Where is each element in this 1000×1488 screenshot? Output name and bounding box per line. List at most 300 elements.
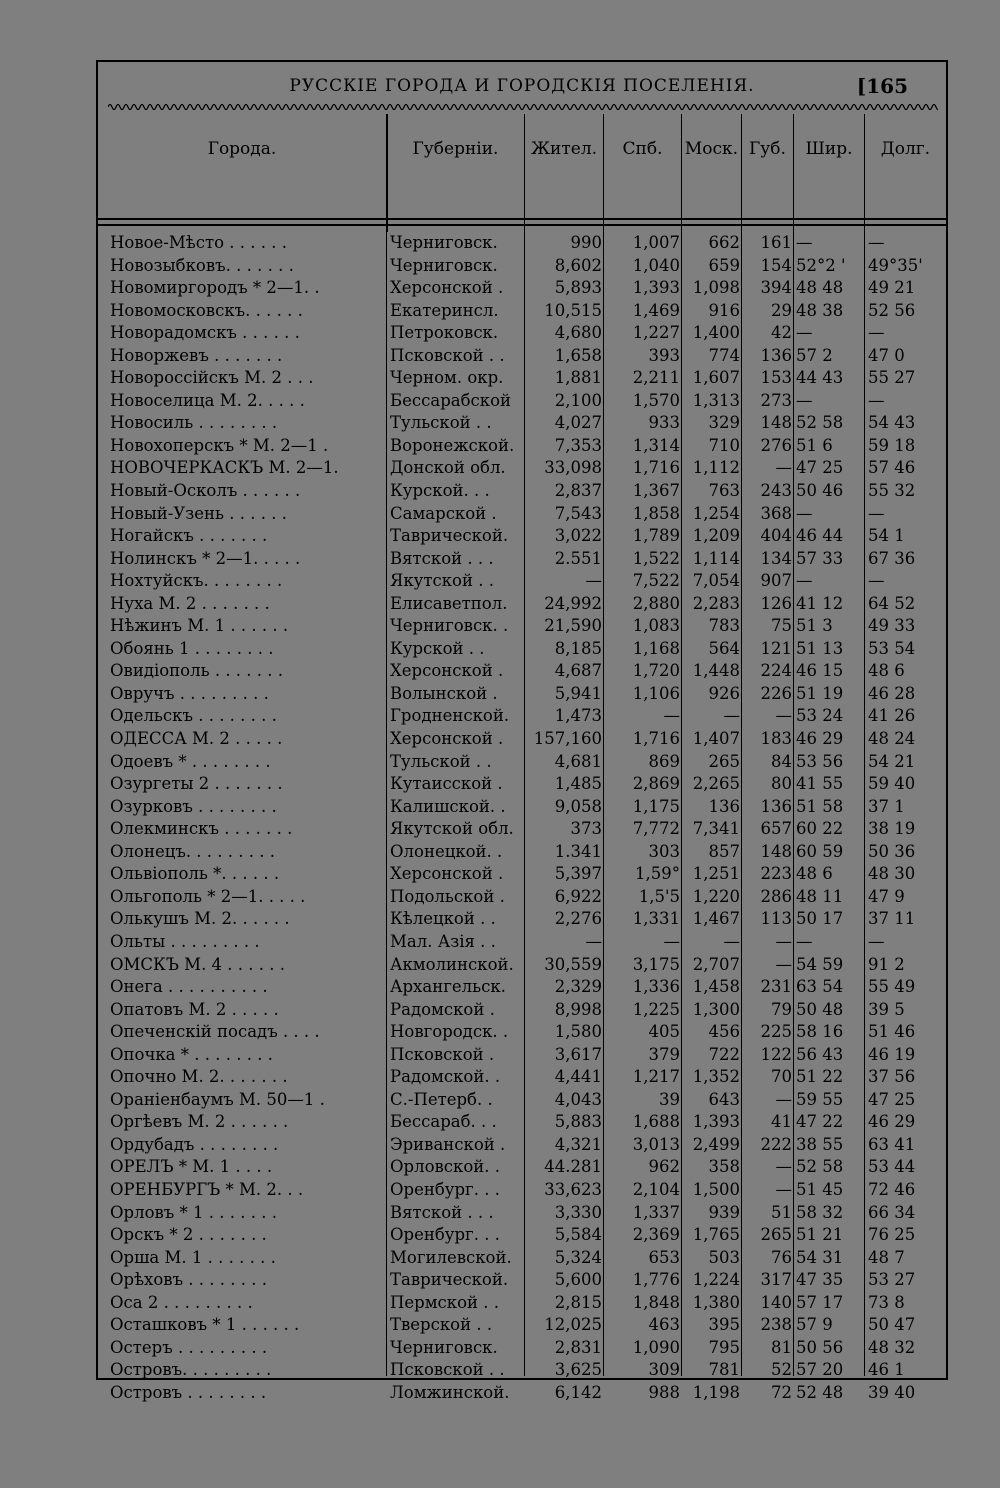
distance-spb-cell: 1,570 — [632, 390, 680, 410]
longitude-cell: 46 19 — [868, 1044, 916, 1064]
distance-moscow-cell: 643 — [708, 1089, 740, 1109]
latitude-cell: 52°2 ' — [796, 255, 846, 275]
city-name-cell: Островъ. . . . . . . . . — [110, 1360, 272, 1380]
distance-moscow-cell: 774 — [708, 345, 740, 365]
distance-moscow-cell: 395 — [708, 1315, 740, 1335]
latitude-cell: 51 21 — [796, 1225, 844, 1245]
latitude-cell: 47 35 — [796, 1270, 844, 1290]
population-cell: 5,893 — [554, 278, 602, 298]
city-name-cell: Нѣжинъ М. 1 . . . . . . — [110, 616, 289, 636]
column-header-longitude: Долг. — [880, 139, 931, 159]
city-name-cell: Орѣховъ . . . . . . . . — [110, 1270, 267, 1290]
table-row — [98, 232, 946, 255]
latitude-cell: 60 59 — [796, 841, 844, 861]
distance-spb-cell: 1,175 — [632, 796, 680, 816]
latitude-cell: 50 46 — [796, 481, 844, 501]
distance-spb-cell: 309 — [648, 1360, 680, 1380]
latitude-cell: 51 22 — [796, 1067, 844, 1087]
population-cell: 24,992 — [544, 593, 602, 613]
table-body — [98, 232, 946, 1404]
guberniya-cell: Тульской . . — [390, 751, 492, 771]
distance-gub-cell: — — [775, 706, 792, 726]
distance-gub-cell: 72 — [771, 1382, 792, 1402]
table-row — [98, 660, 946, 683]
table-row — [98, 1269, 946, 1292]
distance-spb-cell: 1,225 — [632, 999, 680, 1019]
distance-moscow-cell: 265 — [708, 751, 740, 771]
population-cell: 1,658 — [554, 345, 602, 365]
distance-gub-cell: 907 — [760, 571, 792, 591]
city-name-cell: Новый-Узень . . . . . . — [110, 503, 287, 523]
city-name-cell: Овидіополь . . . . . . . — [110, 661, 284, 681]
city-name-cell: Ольты . . . . . . . . . — [110, 931, 260, 951]
table-row — [98, 1044, 946, 1067]
longitude-cell: — — [868, 323, 885, 343]
population-cell: 4,321 — [554, 1134, 602, 1154]
table-row — [98, 818, 946, 841]
latitude-cell: — — [796, 931, 813, 951]
city-name-cell: Одельскъ . . . . . . . . — [110, 706, 277, 726]
longitude-cell: 47 25 — [868, 1089, 916, 1109]
table-row — [98, 841, 946, 864]
distance-moscow-cell: 2,283 — [692, 593, 740, 613]
table-row — [98, 931, 946, 954]
population-cell: — — [585, 931, 602, 951]
city-name-cell: Олькушъ М. 2. . . . . . — [110, 909, 290, 929]
city-name-cell: Новый-Осколъ . . . . . . — [110, 481, 301, 501]
population-cell: 6,142 — [554, 1382, 602, 1402]
longitude-cell: 59 18 — [868, 435, 916, 455]
table-row — [98, 751, 946, 774]
distance-moscow-cell: 783 — [708, 616, 740, 636]
city-name-cell: Овручъ . . . . . . . . . — [110, 683, 269, 703]
distance-gub-cell: 222 — [760, 1134, 792, 1154]
distance-gub-cell: 153 — [760, 368, 792, 388]
distance-moscow-cell: 1,400 — [692, 323, 740, 343]
table-row — [98, 796, 946, 819]
distance-gub-cell: 148 — [760, 841, 792, 861]
city-name-cell: Новозыбковъ. . . . . . . — [110, 255, 294, 275]
longitude-cell: 54 1 — [868, 526, 905, 546]
distance-gub-cell: 657 — [760, 819, 792, 839]
distance-gub-cell: 223 — [760, 864, 792, 884]
table-row — [98, 728, 946, 751]
guberniya-cell: Черном. окр. — [390, 368, 504, 388]
longitude-cell: 37 11 — [868, 909, 916, 929]
table-row — [98, 503, 946, 526]
distance-spb-cell: 405 — [648, 1022, 680, 1042]
latitude-cell: 52 58 — [796, 413, 844, 433]
longitude-cell: 48 7 — [868, 1247, 905, 1267]
population-cell: 5,600 — [554, 1270, 602, 1290]
city-name-cell: Новороссійскъ М. 2 . . . — [110, 368, 314, 388]
column-header-moscow: Моск. — [684, 139, 739, 159]
distance-moscow-cell: 1,380 — [692, 1292, 740, 1312]
longitude-cell: 46 28 — [868, 683, 916, 703]
distance-spb-cell: 1,59° — [635, 864, 680, 884]
population-cell: 21,590 — [544, 616, 602, 636]
population-cell: 33,623 — [544, 1179, 602, 1199]
latitude-cell: 48 48 — [796, 278, 844, 298]
longitude-cell: 51 46 — [868, 1022, 916, 1042]
population-cell: 2,100 — [554, 390, 602, 410]
distance-gub-cell: 80 — [771, 774, 792, 794]
population-cell: 8,998 — [554, 999, 602, 1019]
latitude-cell: — — [796, 390, 813, 410]
table-row — [98, 1314, 946, 1337]
latitude-cell: 50 17 — [796, 909, 844, 929]
distance-spb-cell: 1,789 — [632, 526, 680, 546]
city-name-cell: Оса 2 . . . . . . . . . — [110, 1292, 253, 1312]
table-row — [98, 1247, 946, 1270]
distance-gub-cell: 136 — [760, 345, 792, 365]
population-cell: 30,559 — [544, 954, 602, 974]
latitude-cell: 58 32 — [796, 1202, 844, 1222]
latitude-cell: 48 11 — [796, 886, 844, 906]
distance-moscow-cell: 1,251 — [692, 864, 740, 884]
guberniya-cell: Псковской . . — [390, 1360, 505, 1380]
distance-moscow-cell: 795 — [708, 1337, 740, 1357]
guberniya-cell: Петроковск. — [390, 323, 499, 343]
city-name-cell: Ольгополь * 2—1. . . . . — [110, 886, 306, 906]
guberniya-cell: Елисаветпол. — [390, 593, 508, 613]
guberniya-cell: Тульской . . — [390, 413, 492, 433]
distance-moscow-cell: 722 — [708, 1044, 740, 1064]
guberniya-cell: Орловской. . — [390, 1157, 501, 1177]
distance-gub-cell: 243 — [760, 481, 792, 501]
distance-moscow-cell: 857 — [708, 841, 740, 861]
city-name-cell: Орскъ * 2 . . . . . . . — [110, 1225, 267, 1245]
distance-moscow-cell: 1,220 — [692, 886, 740, 906]
table-row — [98, 1089, 946, 1112]
distance-spb-cell: 1,083 — [632, 616, 680, 636]
distance-spb-cell: 7,772 — [632, 819, 680, 839]
distance-moscow-cell: 659 — [708, 255, 740, 275]
distance-moscow-cell: 503 — [708, 1247, 740, 1267]
column-header-spb: Спб. — [622, 139, 663, 159]
population-cell: 7,353 — [554, 435, 602, 455]
distance-gub-cell: 70 — [771, 1067, 792, 1087]
population-cell: 2,329 — [554, 977, 602, 997]
latitude-cell: 57 2 — [796, 345, 833, 365]
header-rule — [98, 218, 946, 220]
distance-gub-cell: 224 — [760, 661, 792, 681]
distance-spb-cell: 1,040 — [632, 255, 680, 275]
distance-spb-cell: 1,331 — [632, 909, 680, 929]
latitude-cell: 52 58 — [796, 1157, 844, 1177]
latitude-cell: 54 59 — [796, 954, 844, 974]
guberniya-cell: Херсонской . — [390, 278, 504, 298]
distance-moscow-cell: 2,499 — [692, 1134, 740, 1154]
distance-gub-cell: 41 — [771, 1112, 792, 1132]
city-name-cell: Онега . . . . . . . . . . — [110, 977, 268, 997]
distance-moscow-cell: 1,209 — [692, 526, 740, 546]
latitude-cell: 54 31 — [796, 1247, 844, 1267]
distance-spb-cell: 1,106 — [632, 683, 680, 703]
distance-spb-cell: 1,720 — [632, 661, 680, 681]
population-cell: 4,043 — [554, 1089, 602, 1109]
table-row — [98, 705, 946, 728]
distance-spb-cell: 1,469 — [632, 300, 680, 320]
longitude-cell: 46 1 — [868, 1360, 905, 1380]
table-row — [98, 999, 946, 1022]
distance-gub-cell: 51 — [771, 1202, 792, 1222]
population-cell: 8,185 — [554, 638, 602, 658]
population-cell: 9,058 — [554, 796, 602, 816]
latitude-cell: 51 6 — [796, 435, 833, 455]
longitude-cell: 48 24 — [868, 729, 916, 749]
distance-spb-cell: 2,880 — [632, 593, 680, 613]
table-row — [98, 976, 946, 999]
distance-gub-cell: 75 — [771, 616, 792, 636]
latitude-cell: 57 33 — [796, 548, 844, 568]
latitude-cell: 63 54 — [796, 977, 844, 997]
population-cell: 33,098 — [544, 458, 602, 478]
latitude-cell: 58 16 — [796, 1022, 844, 1042]
city-name-cell: Опочка * . . . . . . . . — [110, 1044, 273, 1064]
column-header-gub-distance: Губ. — [749, 139, 786, 159]
longitude-cell: 54 43 — [868, 413, 916, 433]
guberniya-cell: Радомской. . — [390, 1067, 501, 1087]
population-cell: 5,324 — [554, 1247, 602, 1267]
city-name-cell: Ордубадъ . . . . . . . . — [110, 1134, 279, 1154]
guberniya-cell: Бессараб. . . — [390, 1112, 497, 1132]
table-row — [98, 773, 946, 796]
table-row — [98, 886, 946, 909]
page-frame — [96, 60, 948, 1402]
guberniya-cell: Бессарабской — [390, 390, 512, 410]
population-cell: 4,687 — [554, 661, 602, 681]
longitude-cell: 63 41 — [868, 1134, 916, 1154]
table-row — [98, 1111, 946, 1134]
population-cell: 4,027 — [554, 413, 602, 433]
latitude-cell: 48 38 — [796, 300, 844, 320]
distance-moscow-cell: 1,458 — [692, 977, 740, 997]
distance-spb-cell: 39 — [659, 1089, 680, 1109]
longitude-cell: 47 9 — [868, 886, 905, 906]
distance-spb-cell: 303 — [648, 841, 680, 861]
distance-spb-cell: 962 — [648, 1157, 680, 1177]
guberniya-cell: Эриванской . — [390, 1134, 506, 1154]
population-cell: 3,022 — [554, 526, 602, 546]
city-name-cell: Новомиргородъ * 2—1. . — [110, 278, 320, 298]
distance-gub-cell: — — [775, 931, 792, 951]
city-name-cell: Олекминскъ . . . . . . . — [110, 819, 293, 839]
longitude-cell: 48 30 — [868, 864, 916, 884]
table-row — [98, 1179, 946, 1202]
population-cell: 1,473 — [554, 706, 602, 726]
distance-gub-cell: 42 — [771, 323, 792, 343]
distance-moscow-cell: — — [723, 706, 740, 726]
distance-spb-cell: 1,367 — [632, 481, 680, 501]
population-cell: 1.341 — [554, 841, 602, 861]
distance-gub-cell: 238 — [760, 1315, 792, 1335]
longitude-cell: 55 27 — [868, 368, 916, 388]
longitude-cell: 52 56 — [868, 300, 916, 320]
table-row — [98, 615, 946, 638]
column-header-population: Жител. — [530, 139, 598, 159]
latitude-cell: 56 43 — [796, 1044, 844, 1064]
table-row — [98, 1134, 946, 1157]
distance-gub-cell: 76 — [771, 1247, 792, 1267]
population-cell: 6,922 — [554, 886, 602, 906]
latitude-cell: 60 22 — [796, 819, 844, 839]
latitude-cell: 57 17 — [796, 1292, 844, 1312]
distance-moscow-cell: 2,265 — [692, 774, 740, 794]
distance-moscow-cell: 1,352 — [692, 1067, 740, 1087]
population-cell: 2,815 — [554, 1292, 602, 1312]
latitude-cell: 50 56 — [796, 1337, 844, 1357]
longitude-cell: — — [868, 233, 885, 252]
distance-spb-cell: 2,869 — [632, 774, 680, 794]
distance-spb-cell: — — [663, 931, 680, 951]
latitude-cell: — — [796, 503, 813, 523]
city-name-cell: Ораніенбаумъ М. 50—1 . — [110, 1089, 325, 1109]
table-row — [98, 480, 946, 503]
longitude-cell: 38 19 — [868, 819, 916, 839]
distance-gub-cell: 134 — [760, 548, 792, 568]
latitude-cell: 57 9 — [796, 1315, 833, 1335]
latitude-cell: 51 58 — [796, 796, 844, 816]
longitude-cell: — — [868, 931, 885, 951]
population-cell: 5,883 — [554, 1112, 602, 1132]
latitude-cell: 41 12 — [796, 593, 844, 613]
guberniya-cell: Черниговск. — [390, 255, 498, 275]
table-row — [98, 255, 946, 278]
latitude-cell: 44 43 — [796, 368, 844, 388]
longitude-cell: 53 27 — [868, 1270, 916, 1290]
latitude-cell: — — [796, 323, 813, 343]
table-row — [98, 908, 946, 931]
guberniya-cell: Оренбург. . . — [390, 1225, 500, 1245]
distance-spb-cell: 1,5'5 — [638, 886, 680, 906]
distance-spb-cell: 1,227 — [632, 323, 680, 343]
distance-moscow-cell: 1,765 — [692, 1225, 740, 1245]
table-row — [98, 548, 946, 571]
guberniya-cell: Черниговск. . — [390, 616, 509, 636]
latitude-cell: 51 19 — [796, 683, 844, 703]
distance-moscow-cell: 1,607 — [692, 368, 740, 388]
guberniya-cell: Олонецкой. . — [390, 841, 503, 861]
guberniya-cell: Оренбург. . . — [390, 1179, 500, 1199]
table-row — [98, 367, 946, 390]
longitude-cell: 49 21 — [868, 278, 916, 298]
city-name-cell: Одоевъ * . . . . . . . . — [110, 751, 271, 771]
latitude-cell: 53 56 — [796, 751, 844, 771]
table-row — [98, 1202, 946, 1225]
longitude-cell: 91 2 — [868, 954, 905, 974]
distance-spb-cell: 1,858 — [632, 503, 680, 523]
distance-gub-cell: 368 — [760, 503, 792, 523]
distance-spb-cell: 1,314 — [632, 435, 680, 455]
city-name-cell: Новомосковскъ. . . . . . — [110, 300, 303, 320]
city-name-cell: Остеръ . . . . . . . . . — [110, 1337, 268, 1357]
table — [98, 114, 946, 1402]
distance-spb-cell: 988 — [648, 1382, 680, 1402]
population-cell: 8,602 — [554, 255, 602, 275]
table-row — [98, 457, 946, 480]
guberniya-cell: Вятской . . . — [390, 548, 494, 568]
distance-moscow-cell: 1,112 — [692, 458, 740, 478]
distance-gub-cell: 121 — [760, 638, 792, 658]
guberniya-cell: Радомской . — [390, 999, 495, 1019]
table-row — [98, 1021, 946, 1044]
guberniya-cell: Пермской . . — [390, 1292, 500, 1312]
city-name-cell: Новоржевъ . . . . . . . — [110, 345, 283, 365]
latitude-cell: 38 55 — [796, 1134, 844, 1154]
latitude-cell: 52 48 — [796, 1382, 844, 1402]
distance-spb-cell: 2,369 — [632, 1225, 680, 1245]
city-name-cell: ОРЕНБУРГЪ * М. 2. . . — [110, 1179, 304, 1199]
city-name-cell: Новосиль . . . . . . . . — [110, 413, 278, 433]
longitude-cell: — — [868, 503, 885, 523]
guberniya-cell: Курской. . . — [390, 481, 490, 501]
longitude-cell: 50 36 — [868, 841, 916, 861]
city-name-cell: Озургеты 2 . . . . . . . — [110, 774, 283, 794]
distance-gub-cell: 276 — [760, 435, 792, 455]
population-cell: 7,543 — [554, 503, 602, 523]
distance-gub-cell: 81 — [771, 1337, 792, 1357]
distance-spb-cell: 1,090 — [632, 1337, 680, 1357]
population-cell: 44.281 — [544, 1157, 602, 1177]
guberniya-cell: Херсонской . — [390, 661, 504, 681]
distance-gub-cell: 183 — [760, 729, 792, 749]
distance-moscow-cell: 916 — [708, 300, 740, 320]
latitude-cell: 46 44 — [796, 526, 844, 546]
distance-moscow-cell: 662 — [708, 233, 740, 252]
city-name-cell: Озурковъ . . . . . . . . — [110, 796, 277, 816]
latitude-cell: — — [796, 571, 813, 591]
distance-spb-cell: 653 — [648, 1247, 680, 1267]
longitude-cell: 47 0 — [868, 345, 905, 365]
guberniya-cell: Херсонской . — [390, 729, 504, 749]
population-cell: 10,515 — [544, 300, 602, 320]
distance-gub-cell: 122 — [760, 1044, 792, 1064]
table-row — [98, 863, 946, 886]
population-cell: 2,276 — [554, 909, 602, 929]
guberniya-cell: Таврической. — [390, 526, 509, 546]
guberniya-cell: Якутской обл. — [390, 819, 514, 839]
guberniya-cell: Мал. Азія . . — [390, 931, 496, 951]
city-name-cell: ОРЕЛЪ * М. 1 . . . . — [110, 1157, 273, 1177]
population-cell: 2,831 — [554, 1337, 602, 1357]
city-name-cell: Ногайскъ . . . . . . . — [110, 526, 268, 546]
distance-gub-cell: 140 — [760, 1292, 792, 1312]
population-cell: 2,837 — [554, 481, 602, 501]
table-row — [98, 390, 946, 413]
guberniya-cell: Екатеринсл. — [390, 300, 499, 320]
distance-spb-cell: 1,716 — [632, 729, 680, 749]
distance-moscow-cell: 1,198 — [692, 1382, 740, 1402]
distance-gub-cell: 394 — [760, 278, 792, 298]
distance-spb-cell: 1,007 — [632, 233, 680, 252]
population-cell: 5,584 — [554, 1225, 602, 1245]
guberniya-cell: Волынской . — [390, 683, 498, 703]
distance-moscow-cell: 1,313 — [692, 390, 740, 410]
table-row — [98, 435, 946, 458]
city-name-cell: Оргѣевъ М. 2 . . . . . . — [110, 1112, 289, 1132]
city-name-cell: Новоселица М. 2. . . . . — [110, 390, 305, 410]
longitude-cell: 76 25 — [868, 1225, 916, 1245]
guberniya-cell: Якутской . . — [390, 571, 494, 591]
population-cell: 4,681 — [554, 751, 602, 771]
table-row — [98, 1359, 946, 1382]
table-row — [98, 570, 946, 593]
distance-moscow-cell: 329 — [708, 413, 740, 433]
page-title: РУССКІЕ ГОРОДА И ГОРОДСКІЯ ПОСЕЛЕНІЯ. — [289, 76, 755, 96]
column-header-latitude: Шир. — [805, 139, 853, 159]
distance-moscow-cell: 1,467 — [692, 909, 740, 929]
